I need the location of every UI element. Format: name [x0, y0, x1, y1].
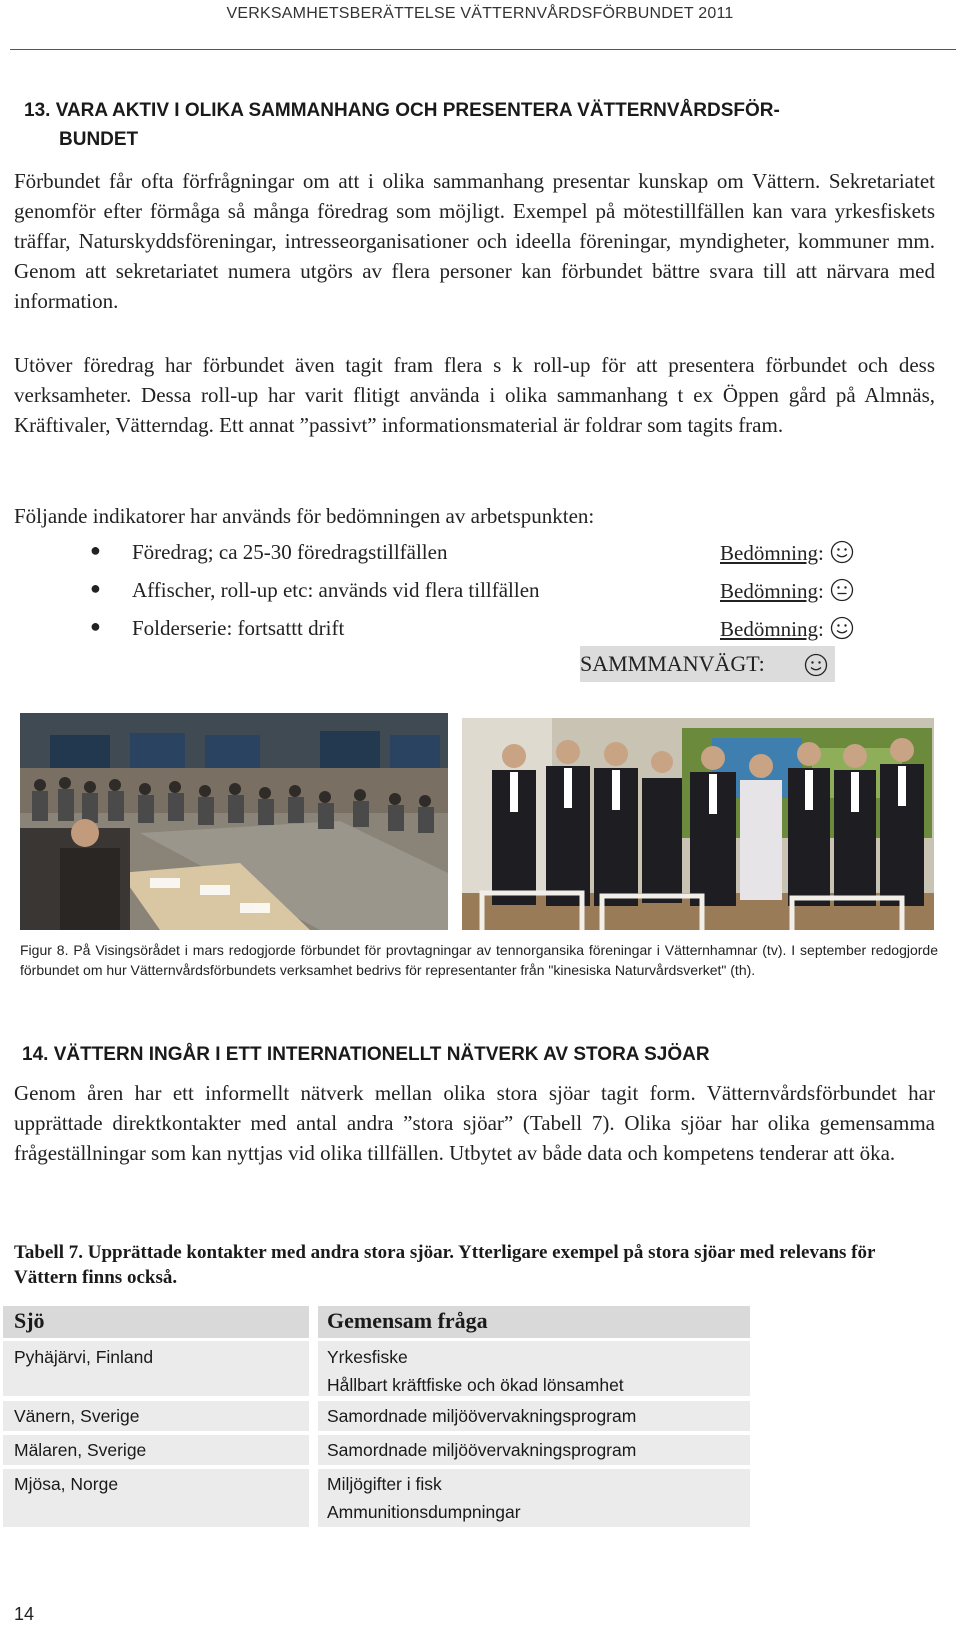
- section-13-paragraph-2: Utöver föredrag har förbundet även tagit fram flera s k roll-up för att presentera förbundet och dess verksamheter. Dessa roll-up har varit flitigt använda i olika sammanhang t ex Öppen gård på Almnäs, Kräftivaler, Vätterndag. Ett annat ”passivt” informationsmaterial är foldrar som tagits fram.: [14, 353, 935, 437]
- indicator-text: Folderserie: fortsattt drift: [132, 616, 345, 640]
- indicator-text: Affischer, roll-up etc: används vid flera tillfällen: [132, 578, 540, 602]
- table-cell-lake: Pyhäjärvi, Finland: [14, 1347, 154, 1367]
- bullet-icon: ●: [90, 616, 101, 636]
- indicator-item: [90, 540, 890, 570]
- smiley-happy-icon: [804, 652, 828, 688]
- summary-rating-box: [580, 646, 835, 682]
- photo-delegation-group: [462, 718, 934, 930]
- indicators-intro: Följande indikatorer har används för bedömningen av arbetspunkten:: [14, 504, 595, 528]
- indicator-item: [90, 616, 890, 646]
- smiley-happy-icon: [830, 616, 854, 646]
- section-14-heading: 14. VÄTTERN INGÅR I ETT INTERNATIONELLT NÄTVERK AV STORA SJÖAR: [22, 1044, 710, 1065]
- indicator-rating: Bedömning:: [720, 616, 854, 646]
- table-cell-lake: Mälaren, Sverige: [14, 1440, 147, 1460]
- rating-label: Bedömning: [720, 579, 818, 603]
- smiley-neutral-icon: [830, 578, 854, 608]
- running-header: VERKSAMHETSBERÄTTELSE VÄTTERNVÅRDSFÖRBUNDET 2011: [226, 5, 734, 22]
- rating-label: Bedömning: [720, 541, 818, 565]
- table-caption: Tabell 7. Upprättade kontakter med andra stora sjöar. Ytterligare exempel på stora sjöar med relevans för Vättern finns också.: [14, 1242, 876, 1288]
- smiley-happy-icon: [830, 540, 854, 570]
- table-header-lake: Sjö: [14, 1308, 45, 1333]
- table-cell-issue: Yrkesfiske: [327, 1347, 408, 1367]
- table-cell-issue: Ammunitionsdumpningar: [327, 1502, 521, 1522]
- table-cell-issue: Hållbart kräftfiske och ökad lönsamhet: [327, 1375, 624, 1395]
- table-cell-issue: Samordnade miljöövervakningsprogram: [327, 1406, 637, 1426]
- bullet-icon: ●: [90, 540, 101, 560]
- page-number: 14: [14, 1604, 35, 1624]
- header-rule: [10, 49, 956, 50]
- section-14-paragraph: Genom åren har ett informellt nätverk mellan olika stora sjöar tagit form. Vätternvårdsförbundet har upprättade direktkontakter med antal andra ”stora sjöar” (Tabell 7). Olika sjöar har olika gemensamma frågeställningar som kan nyttjas vid olika tillfällen. Utbytet av både data och kompetens tenderar att öka.: [14, 1081, 935, 1165]
- figure-caption: Figur 8. På Visingsörådet i mars redogjorde förbundet för provtagningar av tennorgansika föreningar i Vätternhamnar (tv). I september redogjorde förbundet om hur Vätternvårdsförbundets verksamhet bedrivs för representanter från "kinesiska Naturvårdsverket" (th).: [20, 942, 938, 978]
- table-cell-lake: Vänern, Sverige: [14, 1406, 140, 1426]
- rating-label: Bedömning: [720, 617, 818, 641]
- bullet-icon: ●: [90, 578, 101, 598]
- table-cell-lake: Mjösa, Norge: [14, 1474, 119, 1494]
- indicator-text: Föredrag; ca 25-30 föredragstillfällen: [132, 540, 448, 564]
- table-header-cell-bg: [3, 1306, 309, 1338]
- table-cell-issue: Miljögifter i fisk: [327, 1474, 442, 1494]
- section-13-heading-line2: BUNDET: [59, 129, 139, 150]
- section-13-paragraph-1: Förbundet får ofta förfrågningar om att i olika sammanhang presentar kunskap om Vättern. Sekretariatet genomför efter förmåga så många föredrag som möjligt. Exempel på mötestillfällen kan vara yrkesfiskets träffar, Naturskyddsföreningar, intresseorganisationer och ideella föreningar, myndigheter, kommuner mm. Genom att sekretariatet numera utgörs av flera personer kan förbundet bättre svara till att närvara med information.: [14, 169, 935, 313]
- indicator-item: [90, 578, 890, 608]
- indicator-rating: Bedömning:: [720, 578, 854, 608]
- photo-meeting-room: [20, 713, 448, 930]
- table-cell-issue: Samordnade miljöövervakningsprogram: [327, 1440, 637, 1460]
- indicator-rating: Bedömning:: [720, 540, 854, 570]
- summary-label: SAMMMANVÄGT:: [580, 651, 765, 676]
- table-header-issue: Gemensam fråga: [327, 1308, 488, 1333]
- section-13-heading-line1: 13. VARA AKTIV I OLIKA SAMMANHANG OCH PRESENTERA VÄTTERNVÅRDSFÖR-: [24, 100, 780, 121]
